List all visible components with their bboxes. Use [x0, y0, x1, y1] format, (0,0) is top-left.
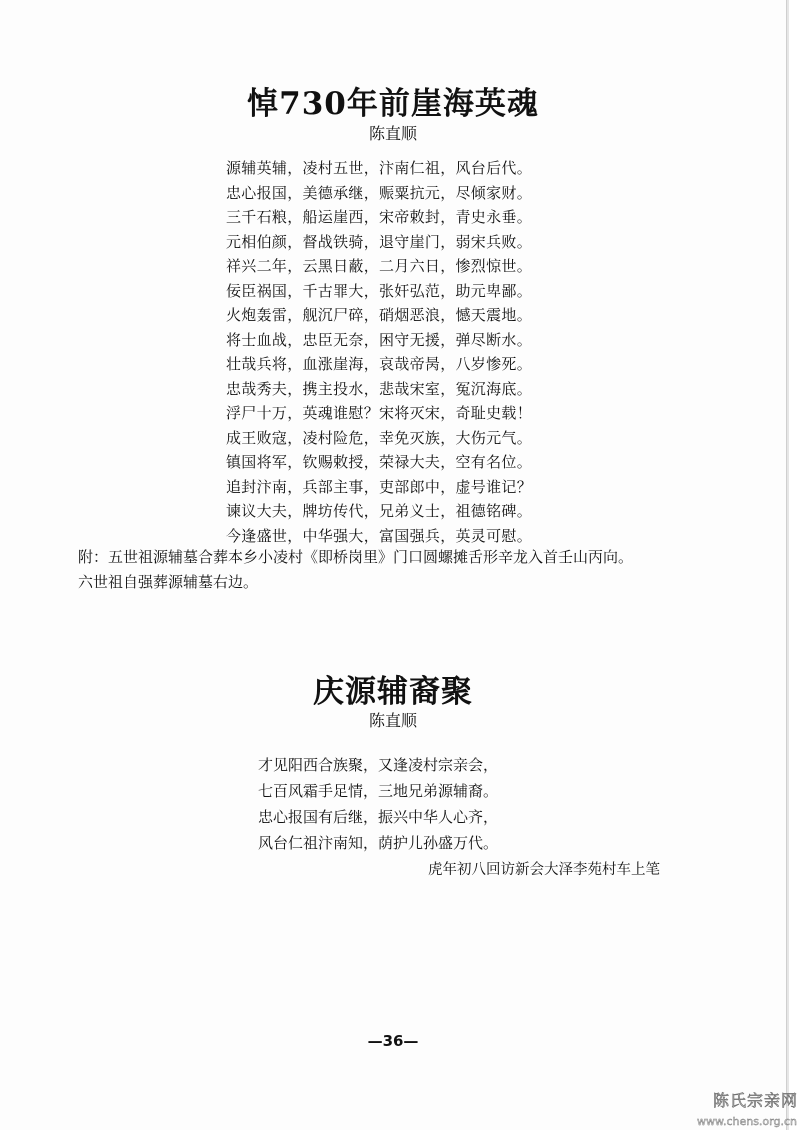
poem1-body: [226, 156, 586, 548]
poem2-body: [258, 752, 578, 856]
poem1-line: 元相伯颜，督战铁骑，退守崖门，弱宋兵败。: [226, 232, 533, 251]
poem2-line: 才见阳西合族聚，又逢凌村宗亲会，: [258, 756, 499, 774]
appendix-note: [78, 545, 718, 595]
poem1-line: 佞臣祸国，千古罪大，张奸弘范，助元卑鄙。: [226, 281, 533, 300]
poem1-line: 将士血战，忠臣无奈，困守无援，弹尽断水。: [226, 330, 533, 349]
poem1-line: 浮尸十万，英魂谁慰？宋将灭宋，奇耻史载！: [226, 404, 533, 422]
poem2-line: 七百风霜手足情，三地兄弟源辅裔。: [258, 782, 499, 800]
poem2-title: 庆源辅裔聚: [313, 674, 473, 710]
watermark-url: www.chens.org.cn: [696, 1115, 797, 1128]
poem2-line: 风台仁祖汴南知，荫护儿孙盛万代。: [258, 834, 499, 852]
poem1-line: 忠哉秀夫，携主投水，悲哉宋室，冤沉海底。: [226, 379, 533, 398]
appendix-note-line: 六世祖自强葬源辅墓右边。: [78, 573, 259, 591]
poem1-line: 忠心报国，美德承继，赈粟抗元，尽倾家财。: [226, 183, 533, 202]
poem1-line: 祥兴二年，云黑日蔽，二月六日，惨烈惊世。: [226, 257, 533, 275]
poem2-signature: 虎年初八回访新会大泽李苑村车上笔: [428, 862, 660, 878]
poem2-author: 陈直顺: [368, 711, 417, 730]
poem1-line: 源辅英辅，凌村五世，汴南仁祖，风台后代。: [226, 159, 533, 177]
poem1-line: 三千石粮，船运崖西，宋帝敕封，青史永垂。: [226, 208, 533, 226]
watermark-name: 陈氏宗亲网: [712, 1091, 798, 1110]
poem1-line: 成王败寇，凌村险危，幸免灭族，大伤元气。: [226, 428, 533, 447]
poem1-title: 悼730年前崖海英魂: [247, 86, 539, 122]
poem2-line: 忠心报国有后继，振兴中华人心齐，: [258, 808, 499, 826]
page-number: —36—: [367, 1032, 419, 1050]
poem1-line: 谏议大夫，牌坊传代，兄弟义士，祖德铭碑。: [226, 502, 533, 520]
appendix-note-line: 附：五世祖源辅墓合葬本乡小凌村《即桥岗里》门口圆螺摊舌形辛龙入首壬山丙向。: [78, 548, 634, 566]
poem1-author: 陈直顺: [368, 124, 417, 143]
site-watermark: [696, 1088, 800, 1130]
poem1-line: 火炮轰雷，舰沉尸碎，硝烟恶浪，憾天震地。: [226, 306, 533, 324]
poem1-line: 镇国将军，钦赐敕授，荣禄大夫，空有名位。: [226, 453, 533, 471]
poem1-line: 追封汴南，兵部主事，吏部郎中，虚号谁记？: [226, 477, 533, 496]
poem1-line: 壮哉兵将，血涨崖海，哀哉帝昺，八岁惨死。: [226, 355, 533, 373]
poem1-line: 今逢盛世，中华强大，富国强兵，英灵可慰。: [226, 526, 533, 545]
